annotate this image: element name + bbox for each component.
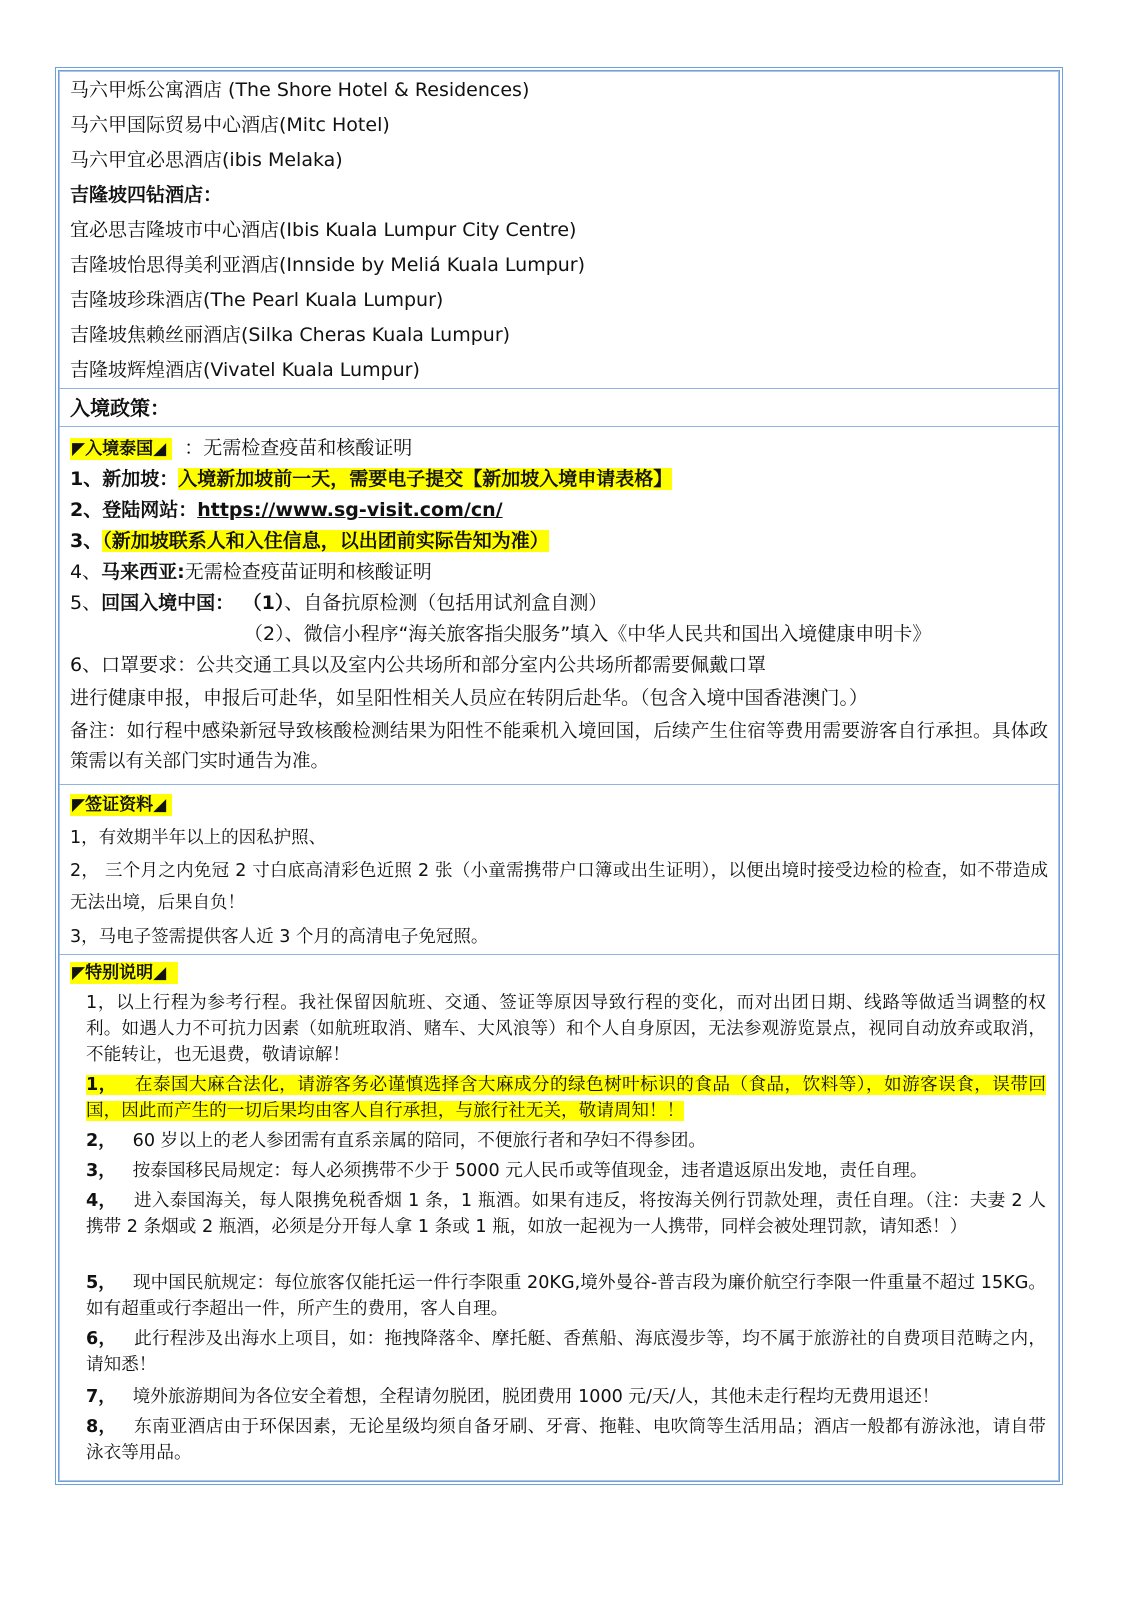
- kl-hotels-heading: 吉隆坡四钻酒店：: [70, 184, 223, 206]
- website-label: 2、登陆网站：: [70, 499, 198, 521]
- special-tag-line: [70, 960, 178, 985]
- special-item-6-number: 6，: [86, 1329, 117, 1349]
- special-item-7: [86, 1384, 1046, 1410]
- thailand-entry-text: ：无需检查疫苗和核酸证明: [184, 437, 413, 459]
- singapore-text: 入境新加坡前一天，需要电子提交【新加坡入境申请表格】: [178, 468, 673, 490]
- special-notes-section: [59, 954, 1059, 1476]
- entry-item-3: [70, 529, 549, 553]
- special-item-2: [86, 1128, 1046, 1154]
- hotel-kl-3: 吉隆坡珍珠酒店(The Pearl Kuala Lumpur): [70, 289, 444, 311]
- hotel-kl-5: 吉隆坡辉煌酒店(Vivatel Kuala Lumpur): [70, 359, 420, 381]
- hotel-kl-4: 吉隆坡焦赖丝丽酒店(Silka Cheras Kuala Lumpur): [70, 324, 511, 346]
- hotel-kl-2: 吉隆坡怡思得美利亚酒店(Innside by Meliá Kuala Lumpur): [70, 254, 586, 276]
- hotels-section: [59, 71, 1059, 389]
- thailand-entry-line: [70, 436, 412, 461]
- item-5a-number: （1）: [252, 592, 285, 614]
- hotel-malacca-2: 马六甲国际贸易中心酒店(Mitc Hotel): [70, 114, 390, 136]
- malaysia-text: 无需检查疫苗证明和核酸证明: [184, 561, 432, 583]
- thailand-entry-tag: ◤入境泰国◢: [70, 438, 172, 460]
- entry-note: 备注：如行程中感染新冠导致核酸检测结果为阳性不能乘机入境回国，后续产生住宿等费用需要游客自行承担。具体政策需以有关部门实时通告为准。: [70, 721, 1048, 772]
- special-item-1: [86, 1072, 1046, 1124]
- singapore-contact-note: （新加坡联系人和入住信息，以出团前实际告知为准）: [102, 530, 549, 552]
- special-item-4-text: 进入泰国海关，每人限携免税香烟 1 条，1 瓶酒。如果有违反，将按海关例行罚款处理，责任自理。（注：夫妻 2 人携带 2 条烟或 2 瓶酒，必须是分开每人拿 1 条或 1 瓶，如放一起视为一人携带，同样会被处理罚款，请知悉！）: [86, 1191, 1047, 1237]
- entry-item-4: [70, 560, 432, 584]
- visa-item-2: 2， 三个月之内免冠 2 寸白底高清彩色近照 2 张（小童需携带户口簿或出生证明），以便出境时接受边检的检查，如不带造成无法出境，后果自负！: [70, 861, 1048, 913]
- malaysia-label: 马来西亚:: [101, 561, 185, 583]
- sg-visit-link[interactable]: https://www.sg-visit.com/cn/: [197, 499, 503, 521]
- visa-item-1: 1，有效期半年以上的因私护照、: [70, 828, 327, 848]
- special-item-5-number: 5，: [86, 1273, 116, 1293]
- special-item-2-text: 60 岁以上的老人参团需有直系亲属的陪同，不便旅行者和孕妇不得参团。: [132, 1131, 707, 1151]
- item-5-number: 5、: [70, 592, 102, 614]
- antigen-test-text: 、自备抗原检测（包括用试剂盒自测）: [284, 592, 608, 614]
- special-item-1-number: 1，: [86, 1075, 117, 1095]
- visa-tag-line: [70, 792, 172, 817]
- item-4-number: 4、: [70, 561, 102, 583]
- document-frame: [55, 67, 1063, 1485]
- entry-title-section: [59, 388, 1059, 427]
- return-china-label: 回国入境中国：: [101, 592, 235, 614]
- special-tag: ◤特别说明◢: [70, 962, 178, 984]
- special-intro: 1，以上行程为参考行程。我社保留因航班、交通、签证等原因导致行程的变化，而对出团日期、线路等做适当调整的权利。如遇人力不可抗力因素（如航班取消、赌车、大风浪等）和个人自身原因，无法参观游览景点，视同自动放弃或取消，不能转让，也无退费，敬请谅解！: [86, 993, 1046, 1065]
- health-declaration: 进行健康申报，申报后可赴华，如呈阳性相关人员应在转阴后赴华。（包含入境中国香港澳门。）: [70, 687, 869, 709]
- entry-item-6: 6、口罩要求：公共交通工具以及室内公共场所和部分室内公共场所都需要佩戴口罩: [70, 654, 767, 676]
- special-item-6: [86, 1326, 1046, 1378]
- special-item-5: [86, 1270, 1046, 1322]
- item-3-number: 3、: [70, 530, 103, 552]
- cannabis-warning: 在泰国大麻合法化，请游客务必谨慎选择含大麻成分的绿色树叶标识的食品（食品，饮料等），如游客误食，误带回国，因此而产生的一切后果均由客人自行承担，与旅行社无关，敬请周知！！: [86, 1075, 1046, 1121]
- hotel-malacca-1: 马六甲烁公寓酒店 (The Shore Hotel & Residences): [70, 79, 530, 101]
- special-item-5-text: 现中国民航规定：每位旅客仅能托运一件行李限重 20KG,境外曼谷-普吉段为廉价航空行李限一件重量不超过 15KG。如有超重或行李超出一件，所产生的费用，客人自理。: [86, 1273, 1046, 1319]
- special-item-3: [86, 1158, 1046, 1184]
- special-item-3-text: 按泰国移民局规定：每人必须携带不少于 5000 元人民币或等值现金，违者遣返原出发地，责任自理。: [132, 1161, 928, 1181]
- special-item-4-number: 4，: [86, 1191, 117, 1211]
- special-item-7-text: 境外旅游期间为各位安全着想，全程请勿脱团，脱团费用 1000 元/天/人，其他未走行程均无费用退还！: [132, 1387, 940, 1407]
- entry-item-5b: （2）、微信小程序“海关旅客指尖服务”填入《中华人民共和国出入境健康申明卡》: [244, 623, 932, 645]
- special-item-8-number: 8，: [86, 1417, 117, 1437]
- entry-policy-title: 入境政策：: [70, 396, 170, 420]
- visa-item-3: 3，马电子签需提供客人近 3 个月的高清电子免冠照。: [70, 927, 489, 947]
- entry-policy-section: [59, 426, 1059, 785]
- special-item-2-number: 2，: [86, 1131, 116, 1151]
- special-item-4: [86, 1188, 1046, 1240]
- entry-item-2: [70, 498, 503, 522]
- visa-section: [59, 784, 1059, 955]
- hotel-kl-1: 宜必思吉隆坡市中心酒店(Ibis Kuala Lumpur City Centre): [70, 219, 577, 241]
- special-item-6-text: 此行程涉及出海水上项目，如：拖拽降落伞、摩托艇、香蕉船、海底漫步等，均不属于旅游社的自费项目范畴之内，请知悉！: [86, 1329, 1046, 1375]
- hotel-malacca-3: 马六甲宜必思酒店(ibis Melaka): [70, 149, 343, 171]
- visa-tag: ◤签证资料◢: [70, 794, 172, 816]
- special-item-7-number: 7，: [86, 1387, 116, 1407]
- special-item-8: [86, 1414, 1046, 1466]
- special-item-8-text: 东南亚酒店由于环保因素，无论星级均须自备牙刷、牙膏、拖鞋、电吹筒等生活用品；酒店一般都有游泳池，请自带泳衣等用品。: [86, 1417, 1046, 1463]
- entry-item-5: [70, 591, 607, 615]
- singapore-label: 1、新加坡：: [70, 468, 179, 490]
- special-item-3-number: 3，: [86, 1161, 116, 1181]
- entry-item-1: [70, 467, 672, 491]
